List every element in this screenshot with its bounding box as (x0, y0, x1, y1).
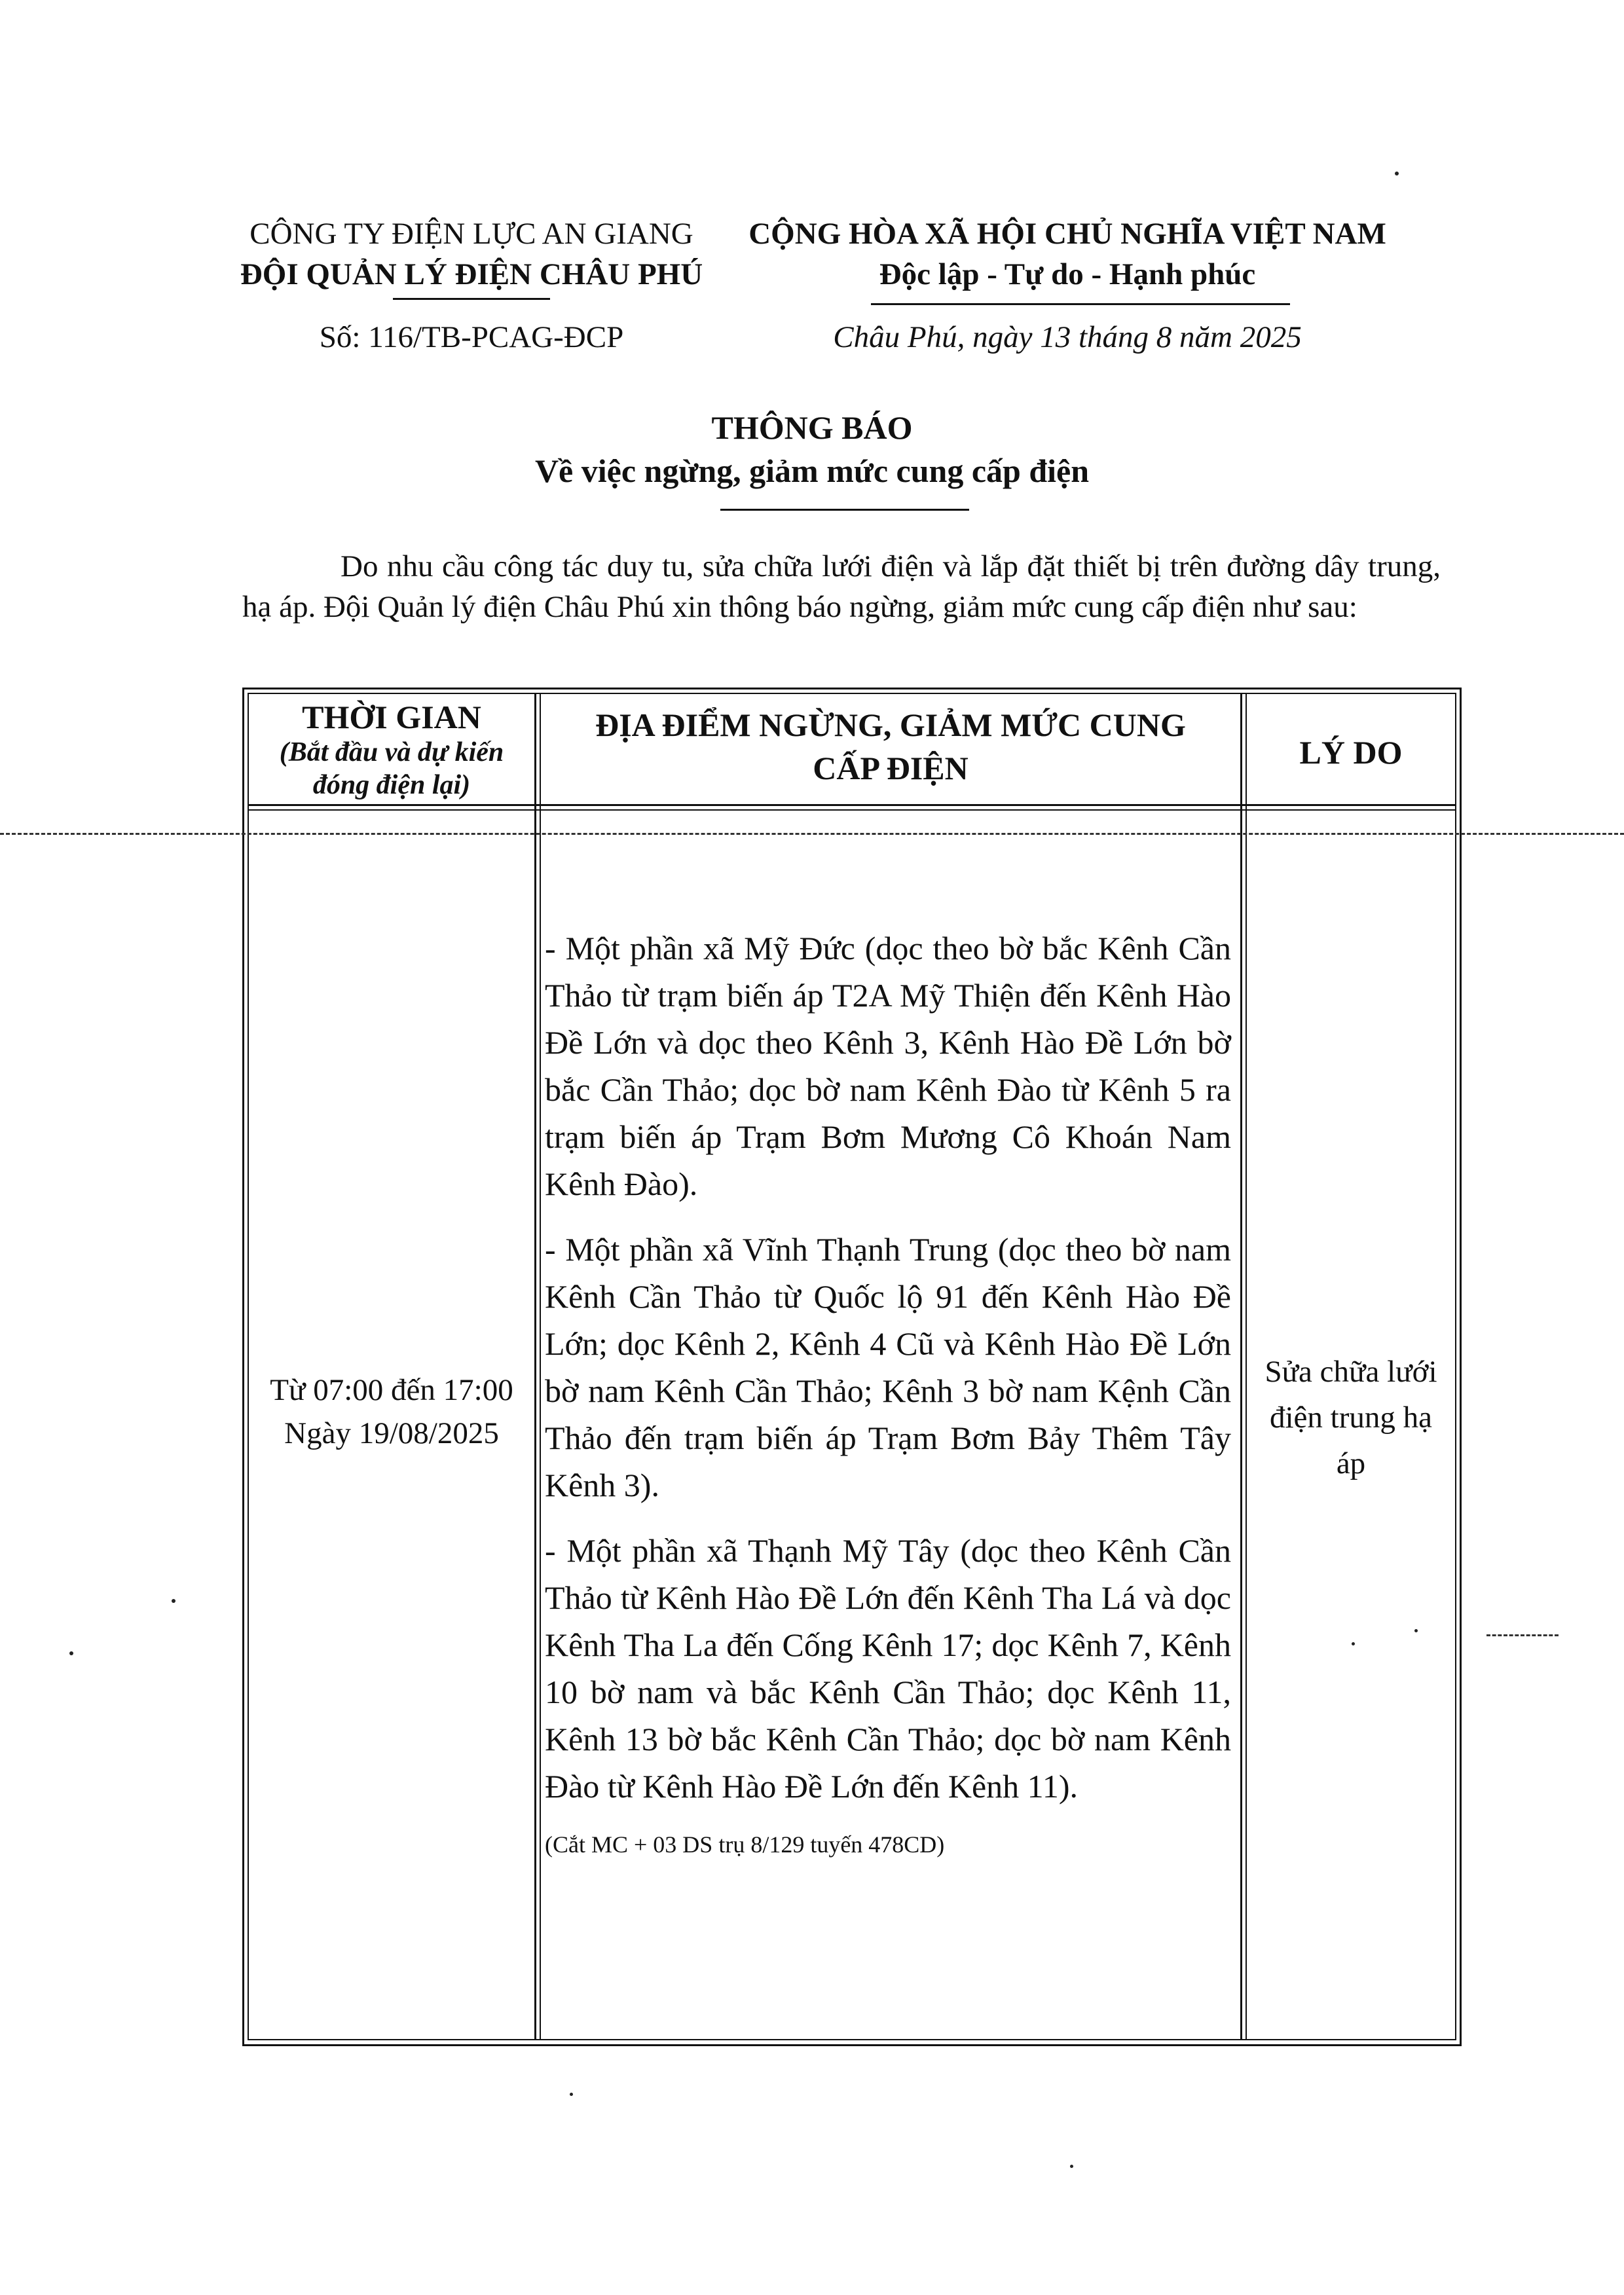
table-border (242, 2044, 1462, 2046)
document-number: Số: 116/TB-PCAG-ĐCP (319, 320, 624, 354)
header-time-title: THỜI GIAN (302, 699, 481, 735)
scan-speck (570, 2093, 573, 2096)
table-border (242, 688, 1462, 689)
notice-subtitle: Về việc ngừng, giảm mức cung cấp điện (534, 452, 1090, 489)
scan-artifact-line (1486, 1634, 1559, 1636)
org-unit: ĐỘI QUẢN LÝ ĐIỆN CHÂU PHÚ (240, 257, 703, 291)
scan-speck (1352, 1642, 1355, 1645)
header-right-rule (871, 303, 1290, 305)
table-border (1455, 693, 1456, 2040)
header-time-subtitle: (Bắt đầu và dự kiến đóng điện lại) (279, 737, 504, 800)
nation-title: CỘNG HÒA XÃ HỘI CHỦ NGHĨA VIỆT NAM (748, 217, 1386, 251)
org-name: CÔNG TY ĐIỆN LỰC AN GIANG (249, 217, 693, 251)
header-left-rule (393, 298, 550, 300)
scan-speck (1414, 1629, 1418, 1632)
location-note: (Cắt MC + 03 DS trụ 8/129 tuyến 478CD) (545, 1831, 945, 1858)
notice-title: THÔNG BÁO (711, 409, 913, 446)
location-item: - Một phần xã Mỹ Đức (dọc theo bờ bắc Kênh Cần Thảo từ trạm biến áp T2A Mỹ Thiện đến Kênh Hào Đề Lớn và dọc theo Kênh 3, Kênh Hào Đề Lớn bờ bắc Cần Thảo; dọc bờ nam Kênh Đào từ Kênh 5 ra trạm biến áp Trạm Bơm Mương Cô Khoán Nam Kênh Đào). (545, 930, 1231, 1202)
header-location: ĐỊA ĐIỂM NGỪNG, GIẢM MỨC CUNG CẤP ĐIỆN (595, 707, 1186, 786)
location-item: - Một phần xã Vĩnh Thạnh Trung (dọc theo bờ nam Kênh Cần Thảo từ Quốc lộ 91 đến Kênh Hào Đề Lớn; dọc Kênh 2, Kênh 4 Cũ và Kênh Hào Đề Lớn bờ nam Kênh Cần Thảo; Kênh 3 bờ nam Kệnh Cần Thảo đến trạm biến áp Trạm Bơm Bảy Thêm Tây Kênh 3). (545, 1231, 1231, 1503)
scan-speck (172, 1599, 175, 1603)
row-locations (541, 925, 1240, 1861)
table-border (248, 2039, 1456, 2040)
row-time-range: Từ 07:00 đến 17:00 (270, 1373, 513, 1407)
scan-speck (1070, 2165, 1073, 2168)
row-date: Ngày 19/08/2025 (284, 1416, 499, 1450)
table-border (248, 693, 249, 2040)
intro-paragraph (242, 546, 1441, 627)
table-border (242, 688, 244, 2046)
header-reason: LÝ DO (1299, 734, 1403, 771)
header-time (249, 694, 534, 804)
table-border (1460, 688, 1462, 2046)
table-border (248, 804, 1456, 806)
table-border (1240, 693, 1242, 2040)
scan-speck (69, 1651, 73, 1655)
row-time (249, 1368, 534, 1455)
table-border (534, 693, 536, 2040)
location-item: - Một phần xã Thạnh Mỹ Tây (dọc theo Kênh Cần Thảo từ Kênh Hào Đề Lớn đến Kênh Tha Lá và dọc Kênh Tha La đến Cống Kênh 17; dọc Kênh 7, Kênh 10 bờ nam và bắc Kênh Cần Thảo; dọc Kênh 11, Kênh 13 bờ bắc Kênh Cần Thảo; dọc bờ nam Kênh Đào từ Kênh Hào Đề Lớn đến Kênh 11). (545, 1532, 1231, 1805)
title-rule (720, 509, 969, 511)
scan-artifact-line (0, 833, 1624, 835)
table-border (248, 809, 1456, 811)
row-reason: Sửa chữa lưới điện trung hạ áp (1264, 1355, 1437, 1480)
place-date: Châu Phú, ngày 13 tháng 8 năm 2025 (833, 320, 1302, 354)
scan-speck (1395, 172, 1399, 175)
nation-motto: Độc lập - Tự do - Hạnh phúc (879, 257, 1256, 291)
intro-text: Do nhu cầu công tác duy tu, sửa chữa lưới điện và lắp đặt thiết bị trên đường dây trung, hạ áp. Đội Quản lý điện Châu Phú xin thông báo ngừng, giảm mức cung cấp điện như sau: (242, 549, 1441, 624)
